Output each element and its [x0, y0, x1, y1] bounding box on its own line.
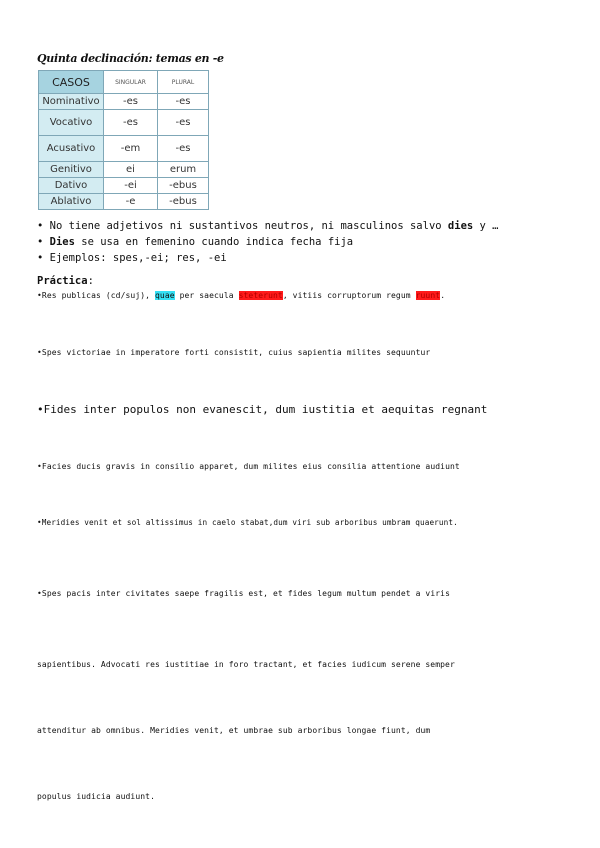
singular-ending: -es: [104, 110, 158, 136]
table-header-row: [39, 71, 209, 94]
table-row: [39, 136, 209, 162]
plural-ending: erum: [158, 162, 209, 178]
table-row: [39, 94, 209, 110]
singular-ending: -e: [104, 194, 158, 210]
note-bold-word: dies: [447, 220, 474, 232]
plural-ending: -ebus: [158, 194, 209, 210]
practice-sentence-2: • Spes victoriae in imperatore forti consistit, cuius sapientia milites sequuntur: [37, 348, 430, 357]
practice-sentence-6: • Spes pacis inter civitates saepe fragilis est, et fides legum multum pendet a viris: [37, 589, 450, 598]
highlighted-word: ruunt: [415, 291, 441, 300]
header-plural: PLURAL: [158, 71, 209, 94]
singular-ending: -em: [104, 136, 158, 162]
section-heading: Quinta declinación: temas en -e: [37, 52, 224, 65]
notes-list: [37, 218, 499, 266]
list-item: [37, 250, 499, 266]
practice-sentence-7: sapientibus. Advocati res iustitiae in foro tractant, et facies iudicum serene semper: [37, 660, 455, 669]
table-row: [39, 162, 209, 178]
note-text: se usa en femenino cuando indica fecha fija: [74, 236, 354, 248]
bullet-icon: [37, 403, 44, 416]
case-name: Nominativo: [39, 94, 104, 110]
list-item: [37, 234, 499, 250]
practice-sentence-8: attenditur ab omnibus. Meridies venit, et umbrae sub arboribus longae fiunt, dum: [37, 726, 431, 735]
highlighted-word: quae: [155, 291, 175, 300]
list-item: [37, 218, 499, 234]
practice-sentence-4: • Facies ducis gravis in consilio apparet, dum milites eius consilia attentione audiunt: [37, 462, 460, 471]
plural-ending: -es: [158, 110, 209, 136]
practice-sentence-5: • Meridies venit et sol altissimus in caelo stabat,dum viri sub arboribus umbram quaerunt.: [37, 518, 458, 527]
highlighted-word: steterunt: [238, 291, 283, 300]
case-name: Acusativo: [39, 136, 104, 162]
practice-sentence-1: • Res publicas (cd/suj), quae per saecula steterunt, vitiis corruptorum regum ruunt.: [37, 291, 445, 300]
table-row: [39, 110, 209, 136]
case-name: Genitivo: [39, 162, 104, 178]
case-name: Vocativo: [39, 110, 104, 136]
case-name: Dativo: [39, 178, 104, 194]
singular-ending: -es: [104, 94, 158, 110]
singular-ending: ei: [104, 162, 158, 178]
note-text: Ejemplos: spes,-ei; res, -ei: [49, 252, 227, 264]
declension-table: [38, 70, 209, 210]
singular-ending: -ei: [104, 178, 158, 194]
note-text: y …: [473, 220, 499, 232]
table-row: [39, 178, 209, 194]
plural-ending: -ebus: [158, 178, 209, 194]
practice-title: Práctica:: [37, 275, 94, 287]
note-bold-word: Dies: [49, 236, 75, 248]
table-row: [39, 194, 209, 210]
header-casos: CASOS: [39, 71, 104, 94]
practice-sentence-9: populus iudicia audiunt.: [37, 792, 155, 801]
note-text: No tiene adjetivos ni sustantivos neutros, ni masculinos salvo: [49, 220, 448, 232]
practice-sentence-3: • Fides inter populos non evanescit, dum iustitia et aequitas regnant: [37, 403, 487, 416]
plural-ending: -es: [158, 94, 209, 110]
case-name: Ablativo: [39, 194, 104, 210]
header-singular: SINGULAR: [104, 71, 158, 94]
plural-ending: -es: [158, 136, 209, 162]
